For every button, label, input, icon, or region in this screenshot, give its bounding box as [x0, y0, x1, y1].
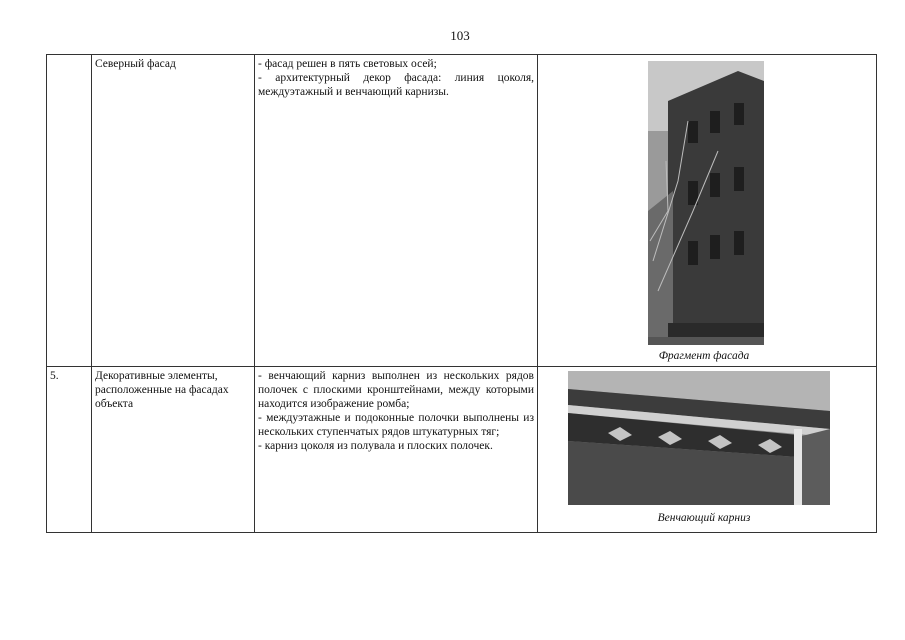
table-row [47, 367, 877, 533]
crowning-cornice-photo [568, 371, 830, 505]
row-title: Декоративные элементы, расположенные на фасадах объекта [92, 367, 255, 533]
row-description [255, 367, 538, 533]
row-title: Северный фасад [92, 55, 255, 367]
photo-caption: Венчающий карниз [657, 512, 751, 524]
photo-caption: Фрагмент фасада [658, 350, 750, 362]
page-number: 103 [450, 28, 470, 43]
photo-cell [538, 367, 877, 533]
description-line: - карниз цоколя из полувала и плоских полочек. [258, 440, 493, 452]
photo-cell [538, 55, 877, 367]
description-line: - архитектурный декор фасада: линия цоколя, междуэтажный и венчающий карнизы. [258, 72, 534, 98]
description-line: - междуэтажные и подоконные полочки выполнены из нескольких ступенчатых рядов штукатурных тяг; [258, 412, 534, 438]
facade-fragment-photo [648, 61, 764, 345]
row-number [47, 55, 92, 367]
row-description [255, 55, 538, 367]
description-line: - венчающий карниз выполнен из нескольких рядов полочек с плоскими кронштейнами, между которыми находится изображение ромба; [258, 370, 534, 410]
description-line: - фасад решен в пять световых осей; [258, 58, 437, 70]
facade-table [46, 54, 877, 533]
row-number: 5. [47, 367, 92, 533]
table-row [47, 55, 877, 367]
